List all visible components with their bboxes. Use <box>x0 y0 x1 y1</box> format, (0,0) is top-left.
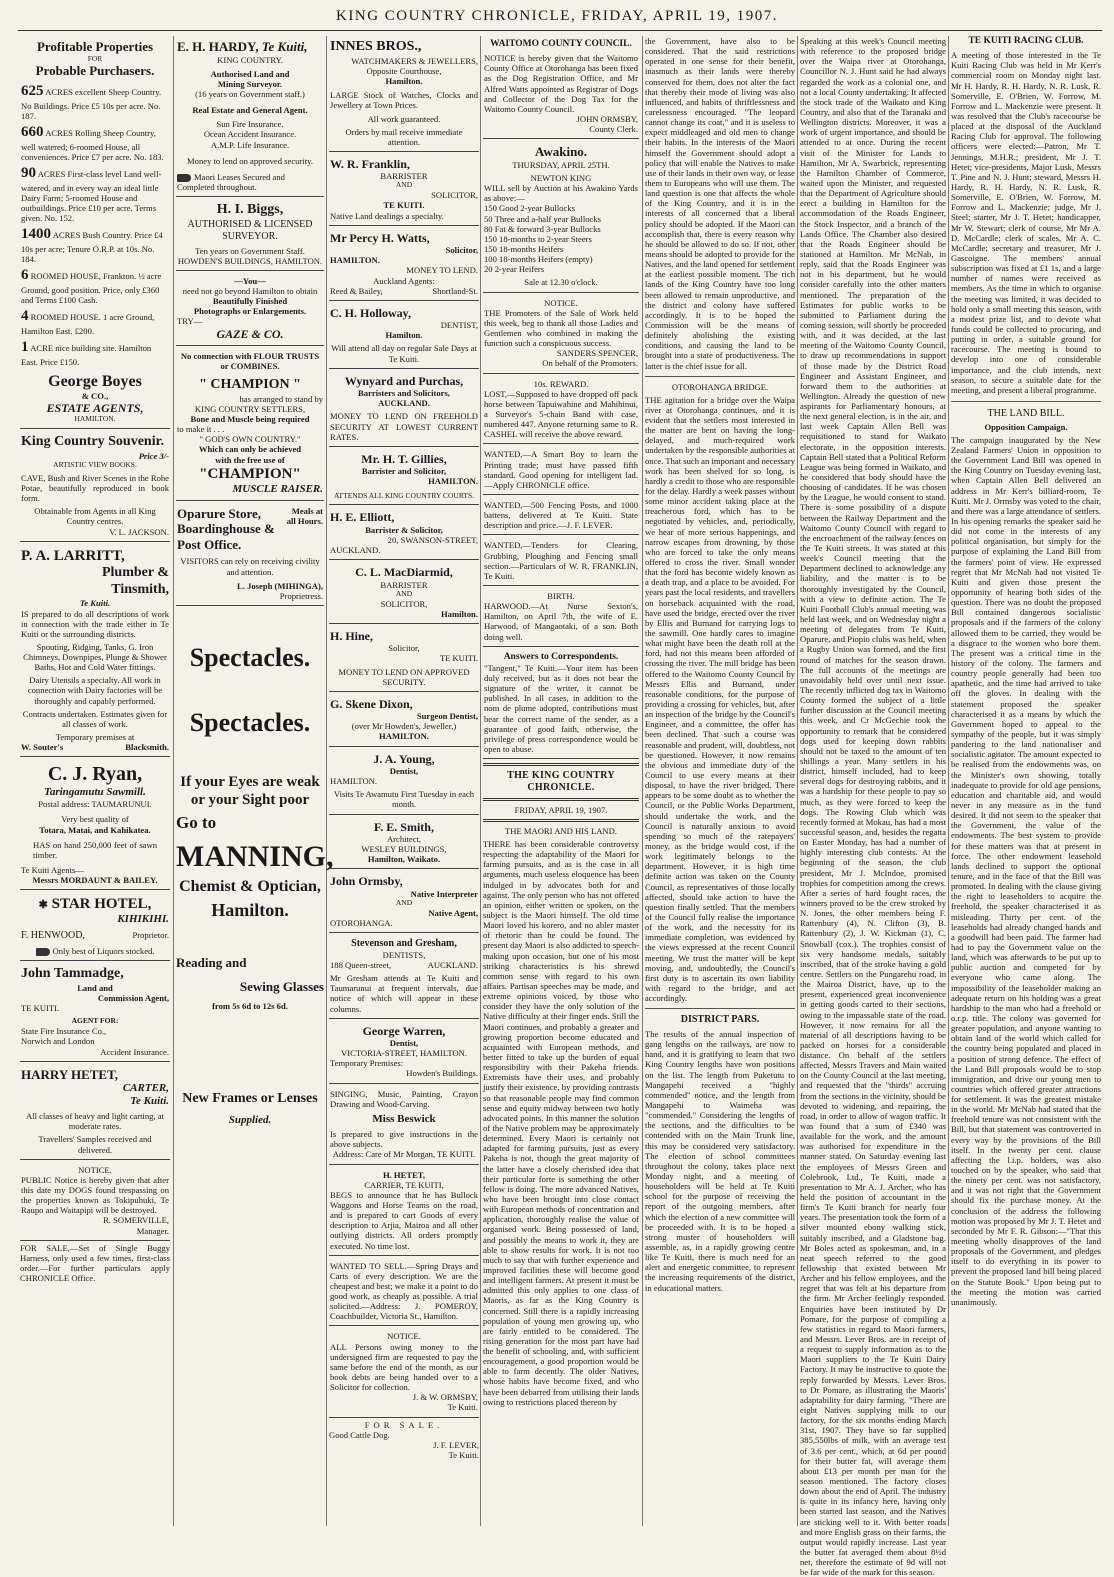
awakino-sale-time: Sale at 12.30 o'clock. <box>524 277 598 288</box>
agent-name: George Boyes <box>48 372 142 390</box>
ryan-quality: Very best quality of <box>61 814 129 825</box>
star-hotel-ad <box>20 892 170 961</box>
smith-town: Hamilton, Waikato. <box>367 854 441 865</box>
larritt-spouting: Spouting, Ridging, Tanks, G. Iron Chimneys, Downpipes, Plunge & Shower Baths, Hot and Cold Water fittings. <box>23 641 167 673</box>
oparure-visitors: VISITORS can rely on receiving civility and attention. <box>180 556 320 577</box>
elliott-town: AUCKLAND. <box>330 545 381 556</box>
ormsby-native: Native Interpreter <box>410 888 478 899</box>
article-title: DISTRICT PARS. <box>680 1014 760 1026</box>
awakino-body: WILL sell by Auction at his Awakino Yards as above:— <box>484 183 638 204</box>
ryan-mordaunt: Messrs MORDAUNT & BAILEY. <box>32 875 158 886</box>
manning-go: Go to <box>176 813 217 833</box>
article-subtitle: Opposition Campaign. <box>984 421 1068 432</box>
dixon-ad <box>329 694 479 747</box>
column-7 <box>951 36 1101 1526</box>
champion-which: Which can only be achieved <box>198 444 302 455</box>
ormsby-agent: Native Agent, <box>428 907 478 918</box>
ad-title: Probable Purchasers. <box>35 63 155 79</box>
agent-co: & CO., <box>81 391 109 401</box>
auction-item: 20 2-year Heifers <box>484 264 545 275</box>
masthead-rule <box>18 30 1102 31</box>
masthead: KING COUNTRY CHRONICLE, FRIDAY, APRIL 19, 1907. <box>336 8 778 24</box>
auction-item: 100 18-months Heifers (empty) <box>484 254 593 265</box>
holloway-dent: DENTIST, <box>440 320 478 331</box>
gaze-name: GAZE & CO. <box>216 326 284 341</box>
franklin-barr: BARRISTER <box>380 171 428 182</box>
elliott-name: H. E. Elliott, <box>330 510 395 525</box>
frames-supplied: Supplied. <box>228 1113 272 1126</box>
awakino-title: Awakino. <box>534 144 588 160</box>
champion-make: to make it . . . <box>177 424 225 435</box>
larritt-trade: Plumber & <box>101 564 169 580</box>
franklin-town: TE KUITI. <box>383 200 425 211</box>
property-listing: 625 ACRES excellent Sheep Country. No Buildings. Price £5 10s per acre. No. 187. <box>21 83 162 121</box>
young-visits: Visits Te Awamutu First Tuesday in each month. <box>333 789 475 810</box>
reading-sew: Sewing Glasses <box>239 979 324 994</box>
column-4 <box>483 36 639 1526</box>
macd-town: Hamilton. <box>440 608 478 619</box>
spectacles-heading: Spectacles. <box>189 707 311 737</box>
champion-connect: No connection with FLOUR TRUSTS or COMBINES. <box>180 350 320 371</box>
hetet2-body: BEGS to announce that he has Bullock Waggons and Horse Teams on the road, and is prepared to cart Goods of every description to Arjia, Mairoa and all other outlying districts. All orders promptly executed. No time lost. <box>330 1189 478 1251</box>
innes-town: Hamilton. <box>385 76 423 87</box>
innes-opp: Opposite Courthouse, <box>366 65 442 76</box>
warren-dent: Dentist, <box>389 1038 419 1049</box>
ormsby-notice <box>329 1328 479 1417</box>
hetet-ad <box>20 1064 170 1160</box>
gillies-ad <box>329 449 479 506</box>
oparure-prop: Proprietress. <box>279 590 323 601</box>
waitomo-title: WAITOMO COUNTY COUNCIL. <box>490 39 632 49</box>
holloway-ad <box>329 303 479 369</box>
hine-ad <box>329 626 479 692</box>
pointing-hand-icon <box>177 174 191 182</box>
waitomo-notice <box>483 36 639 139</box>
oparure-sign: L. Joseph (MIHINGA), <box>237 580 323 591</box>
notice-body: THE Promoters of the Sale of Work held this week, beg to thank all those Ladies and Gentlemen who combined in making the function such a conspicuous success. <box>484 307 638 349</box>
promoters-notice <box>483 295 639 374</box>
awakino-king: NEWTON KING <box>530 173 592 184</box>
watts-money: MONEY TO LEND. <box>406 265 478 276</box>
pointing-hand-icon <box>36 948 50 956</box>
profitable-properties-ad <box>20 36 170 429</box>
hetet2-carrier: CARRIER, TE KUITI, <box>364 1179 444 1190</box>
watts-name: Mr Percy H. Watts, <box>330 230 430 245</box>
champion-bone: Bone and Muscle being required <box>190 414 310 425</box>
champion-title: " CHAMPION " <box>199 376 301 392</box>
gillies-town: HAMILTON. <box>428 476 478 487</box>
singing-body: SINGING, Music, Painting, Crayon Drawing and Wood-Carving. <box>330 1088 478 1109</box>
auction-item: 50 Three and a-half year Bullocks <box>484 213 602 224</box>
watts-sol: Solicitor, <box>445 245 478 256</box>
hardy-ad <box>176 36 324 197</box>
article-body: A meeting of those interested in the Te Kuiti Racing Club was held in Mr Kerr's commercial room on Monday night last. Mr H. Hardy, R. H. Hardy, N. R. Lusk, R. Somerville, E. O'Brien, W. Forrow, M. Forrow and L. Mackenzie were present. It was resolved that the Club's racecourse be placed at the disposal of the Auckland Racing Club for approval. The following officers were elected:—Patron, Mr T. Jennings, M.H.R.; president, Mr J. T. Hetet; vice-presidents, Major Lusk, Messrs T. Pine and N. J. Hunt; steward, Messrs H. Hardy, R. H. Hardy, N. R. Lusk, R. Somerville, E. O'Brien, W. Forrow, M. Forrow and L. Mackenzie; judge, Mr J. Steel; starter, Mr J. T. Hetet; handicapper, Mr W. Stewart; clerk of course, Mr Mr A. D. McCardle; clerk of scales, Mr A. C. McCardle; secretary and treasurer, Mr J. Gascoigne. The members' annual subscription was fixed at £1 1s, and a large number of names were received as members. As the time in which to organise the meeting was limited, it was decided to hold only a small meeting this season, with a modest prize list, and to devote what funds could be collected to procuring, and putting in order, a suitable ground for racecourse. The meeting is bound to develop into one of considerable importance, and the club intends, next season, to secure a suitable date for the meeting, and present a liberal programme. <box>951 50 1101 395</box>
article-title: TE KUITI RACING CLUB. <box>968 36 1084 46</box>
ryan-name: C. J. Ryan, <box>47 763 143 786</box>
watts-agents: Auckland Agents: <box>373 275 435 286</box>
franklin-name: W. R. Franklin, <box>330 156 410 171</box>
notice-sign: SANDERS SPENCER, <box>556 348 638 359</box>
cattle-dog-sale: FOR SALE. Good Cattle Dog. J. F. LEVER, Te Kuiti. <box>329 1419 479 1461</box>
elliott-ad <box>329 507 479 560</box>
tammadge-comm: Commission Agent, <box>97 993 169 1004</box>
column-divider <box>326 36 327 1526</box>
elliott-bar: Barrister & Solicitor, <box>365 524 443 535</box>
notice-behalf: On behalf of the Promoters. <box>542 358 638 369</box>
young-ad <box>329 749 479 815</box>
hardy-amp: A.M.P. Life Insurance. <box>210 139 290 150</box>
ormsby-town: OTOROHANGA. <box>330 917 393 928</box>
column-5 <box>645 36 795 1526</box>
wynyard-money: MONEY TO LEND ON FREEHOLD SECURITY AT LOWEST CURRENT RATES. <box>330 411 478 442</box>
ryan-timber: Totara, Matai, and Kahikatea. <box>39 824 151 835</box>
auction-item: 150 18-months to 2-year Steers <box>484 233 592 244</box>
warren-name: George Warren, <box>362 1023 446 1038</box>
hardy-region: KING COUNTRY. <box>217 54 283 65</box>
tammadge-agent-for: AGENT FOR: <box>71 1016 119 1026</box>
notice-manager: Manager. <box>136 1225 169 1236</box>
biggs-years: Ten years on Government Staff. <box>195 245 305 256</box>
smith-bldg: WESLEY BUILDINGS, <box>361 844 447 855</box>
star-liquor: Only best of Liquors stocked. <box>21 946 169 956</box>
hardy-mining: Mining Surveyor. <box>217 78 283 89</box>
birth-body: HARWOOD.—At Nurse Sexton's, Hamilton, on April 7th, the wife of E. Harwood, of Mangaotaki, of a son. Both doing well. <box>484 601 638 642</box>
hine-name: H. Hine, <box>330 628 374 643</box>
manning-if: If your Eyes are weak or your Sight poor <box>180 774 320 809</box>
article-body: THERE has been considerable controversy respecting the adaptability of the Maori for farming pursuits, and as is the case in all arguments, much useless eloquence has been indulged in by advocates both for and against. The only person who has not offered an opinion, either written or spoken, on the subject is the Maori himself. The old time Maori loved his korero, and no abler master of rhetoric than he could be found. The present day Maori is also addicted to speech-making upon occasion, but one of his most striking characteristics is his shrewd common sense with regard to his own affairs. Partisan speeches may be made, and extreme opinions voiced, by those who consider they have the only solution of the Native difficulty at their finger ends. Still the Maori continues, and probably a greater and growing proportion become educated and acquainted with European methods, and better fitted to take up the burden of equal responsibility with their Pakeha friends. Extremists have their uses, and probably justify their existence, by providing contrasts so that reasonable people may find common sense and equity midway between two hotly advocated points. In this manner the solution of the Native problem may be approximately determined. Every Maori is certainly not adapted for farming pursuits, just as every Pakeha is not, though the great majority of the latter have a closely cherished idea that their particular forte is something the other fellow is doing. The more advanced Natives, who have been brought into close contact with European methods of concentration and application, thoroughly realise the value of organised work. Being possessed of land, and possibly the means to work it, they are able to show results for work. It is not too much to say that with further experience and improved facilities these will become good and intelligent farmers. At present it must be admitted this only applies to one class of Maoris, as far as the King Country is concerned. Still there is a rapidly increasing population of young men growing up, who are fairly entitled to be considered. The rising generation for the most part have had the benefit of schooling, and, with sufficient encouragement, a good proportion would be able to farm decently. The older Natives, whose habits have become fixed, and who have been debarred from utilising their lands owing to restrictions placed thereon by <box>483 839 639 1407</box>
hetet-town: Te Kuiti. <box>130 1095 169 1108</box>
gaze-need: need not go beyond Hamilton to obtain <box>182 285 318 296</box>
manning-ad <box>176 608 334 1126</box>
ryan-mill: Taringamutu Sawmill. <box>44 786 146 799</box>
souvenir-price: Price 3/- <box>138 450 169 461</box>
hardy-name: E. H. HARDY, Te Kuiti, <box>177 39 308 54</box>
article-body: THE agitation for a bridge over the Waipa river at Otorohanga continues, and it is evident that the settlers most interested in the matter are bent on having the long-delayed, and much-required work undertaken by the responsible authorities at once. That such an important and necessary work has been shelved for so long, is hardly a credit to those who are responsible for the delay. Hardly a week passes without some minor accident taking place at the treacherous ford, which has to be negotiated by vehicles, and, periodically, we hear of more serious happenings, and narrow escapes from drowning, by those who are forced to take the only means offered to cross the river. Small wonder that the ford has become widely known as a death trap, and a place to be avoided. For years past the local residents, and travellers on horseback acquainted with the road, have used the bridge, erected over the river by Ellis and Burnand for carrying logs to the sawmill. One hardly cares to imagine what might have been the death roll at the ford, had not this means been afforded of crossing the river. The mill bridge has been offered to the Waitomo County Council by Messrs Ellis and Burnand, under reasonable conditions, for the purpose of providing a crossing for vehicles, but, after an inspection of the bridge by the Council's Engineer, and a committee, the offer has been declined. That such a course was reasonable and prudent, will, doubtless, not be questioned. However, it now remains the obvious and immediate duty of the Council to use every means at their disposal, to have the river bridged. There appears to be some doubt as to whether the Council, or the Public Works Department, should undertake the work, and the Council is naturally anxious to avoid spending so much of the ratepayers' money, as the bridge would cost, if the work legitimately belongs to the department. However, it is high time definite action was taken on the County Council, as representatives of those locally affected, should take action to have the question finally settled. That the members of the Council fully realise the importance of the work, and the necessity for its immediate completion, was evidenced by the views expressed at the recent Council meeting. We trust the matter will be kept moving, and, undoubtedly, the Council's first duty is to ascertain its own liability with regard to the bridge, and act accordingly. <box>645 394 795 1004</box>
oparure-header: Oparure Store, Boardinghouse & Post Office. Meals at all Hours. <box>177 505 323 552</box>
holloway-attend: Will attend all day on regular Sale Days at Te Kuiti. <box>331 343 477 364</box>
column-divider <box>480 36 481 1526</box>
pomeroy-ad: WANTED TO SELL.—Spring Drays and Carts of every description. We are the cheapest and best; we make it a point to do good work, as cheaply as possible. A trial solicited.—Address: J. POMEROY, Coachbuilder, Victoria St., Hamilton. <box>329 1258 479 1327</box>
innes-trade: WATCHMAKERS & JEWELLERS, <box>351 55 478 66</box>
larritt-dairy: Dairy Utensils a specialty. All work in connection with Dairy factories will be thoroughly and capably performed. <box>27 675 163 706</box>
watts-ad <box>329 228 479 301</box>
franklin-sol: SOLICITOR, <box>431 190 478 201</box>
awakino-date: THURSDAY, APRIL 25TH. <box>512 159 610 170</box>
tammadge-state: State Fire Insurance Co., <box>21 1026 107 1037</box>
larritt-ad <box>20 544 170 758</box>
ryan-ad <box>20 759 170 890</box>
gresham-dent: DENTISTS, <box>382 949 426 960</box>
elliott-addr: 20, SWANSON-STREET, <box>387 534 478 545</box>
tammadge-name: John Tammadge, <box>21 966 124 982</box>
gresham-name: Stevenson and Gresham, <box>351 938 457 950</box>
gillies-bar: Barrister and Solicitor, <box>361 466 447 477</box>
dixon-over: (over Mr Howden's, Jeweller,) <box>351 721 457 732</box>
hetet2-name: H. HETET, <box>382 1169 426 1180</box>
notice-sign: R. SOMERVILLE, <box>103 1215 169 1226</box>
champion-raiser: MUSCLE RAISER. <box>232 482 323 495</box>
column-3 <box>329 36 479 1526</box>
watts-town: HAMILTON. <box>330 255 380 266</box>
agent-title: ESTATE AGENTS, <box>46 401 144 416</box>
larritt-trade: Tinsmith, <box>111 581 169 597</box>
ormsby-and: AND <box>395 897 413 907</box>
franklin-ad <box>329 154 479 226</box>
ad-text: FOR <box>87 53 103 63</box>
editorial-title: THE KING COUNTRY CHRONICLE. <box>507 770 615 793</box>
larritt-location: W. Souter's Blacksmith. <box>21 742 169 753</box>
answers-section <box>483 649 639 759</box>
hetet-name: HARRY HETET, <box>21 1066 119 1082</box>
souvenir-title: King Country Souvenir. <box>21 434 165 450</box>
hetet-body: All classes of heavy and light carting, at moderate rates. <box>26 1111 164 1132</box>
birth-notice <box>483 588 639 647</box>
gaze-beaut: Beautifully Finished <box>212 296 288 307</box>
ryan-agents: Te Kuiti Agents— <box>21 865 84 875</box>
champion-gods: " GOD'S OWN COUNTRY." <box>199 434 301 445</box>
oparure-ad <box>176 503 324 606</box>
franklin-and: AND <box>395 180 413 190</box>
star-icon: ✱ <box>38 899 48 912</box>
souvenir-ad <box>20 431 170 542</box>
wanted-tenders: WANTED,—Tenders for Clearing, Grubbing, Ploughing and Fencing small section.—Particulars of W. R. FRANKLIN, Te Kuiti. <box>483 537 639 586</box>
young-dent: Dentist, <box>389 766 419 776</box>
reward-title: 10s. REWARD. <box>533 378 589 389</box>
article-continued: the Government, have also to be considered. That the said restrictions operated in one sense for their benefit, inasmuch as their lands were thereby conserved for them, does not alter the fact that thereby their mode of living was also influenced, and habits of thriftlessness and carelessness encouraged. "The leopard cannot change its coat," and it is useless to expect middleaged and old men to change their habits. In the interests of the Maori himself the Government should adopt a policy that will enable the Natives to make use of their lands in their own way, or lease them to Europeans who will use them. The land question is one that affects the whole of the King Country, and it is in the interests of all concerned that a liberal policy should be adopted. If the Maori can accomplish that, there is every reason why he should be allowed to do so. If not, other means should be adopted to provide for the Natives, and the land opened for settlement at the earliest possible moment. The rich lands of the King Country have too long been allowed to remain unproductive, and the district and colony have suffered accordingly. It is to be hoped the Commission will be the means of definitely abolishing the existing conditions, and causing the land to be brought into a state of productiveness. The latter is the chief issue for all. <box>645 36 795 371</box>
column-divider <box>173 36 174 1526</box>
biggs-bldg: HOWDEN'S BUILDINGS, HAMILTON. <box>177 255 323 266</box>
hardy-auth: Authorised Land and <box>210 68 290 79</box>
column-divider <box>948 36 949 1526</box>
district-pars-body: Speaking at this week's Council meeting with reference to the proposed bridge over the Waipa river at Otorohanga, Councillor N. J. Hunt said he had always regarded the work as a colonial one, and not a local County undertaking. It affected the stock trade of the Waikato and King Country, and also that of the Taranaki and Wellington districts. Moreover, it was a work of urgent importance, and should be attended to at once. During the recent visit of the Minister for Lands to Hamilton, Mr A. Swarbrick, representing the Hamilton Chamber of Commerce, waited upon the Minister, and requested that the Department of Agriculture should erect a building in Hamilton for the accommodation of the Roads Engineer, the Stock Inspector, and a branch of the Lands Office. The Chamber also desired that the Roads Engineer should be stationed at Hamilton. Mr McNab, in reply, said that the Roads Engineer was not in his department, but he would consider carefully into the other matters mentioned. The preparation of the Estimates for public works to be submitted to Parliament during the coming session, will shortly be proceeded with, and it was decided, at the last meeting of the Waitomo County Council, to draw up recommendations in support of those made by the District Road Engineer and Assistant Engineer, and forward them to the authorities at Wellington. Already the question of new aspirants for Parliamentary honours, at the next general election, is in the air, and last week Captain Allen Bell was requisitioned to stand for Waikato electorate, in the opposition interests. Captain Bell stated that a Political Reform League was being formed in Waikato, and he considered that body should have the choosing of candidates. If he was chosen by the League, he would consent to stand. There is some possibility of a dispute between the Railway Department and the Waitomo County Council with regard to the encroachment of the railway fences on the Te Kuiti streets. It was stated at this week's Council meeting that the Department declined to acknowledge any liability, and the matter is to be thoroughly investigated by the Council, with a view to definite action. The Te Kuiti Football Club's annual meeting was held last week, and on Wednesday night a meeting of delegates from Te Kuiti, Oparure, and Piopio clubs was held, when a Rugby Union was formed, and the first round of matches for the season drawn. The full accounts of the meetings are unavoidably held over until next issue. The recently inflicted dog tax in Waitomo County formed the subject of a little further discussion at the Council meeting this week, and Cr McGechie took the opportunity to remark that he considered dogs used for keeping down rabbits should not be taxed to the amount of ten shillings a year. Many settlers in his district, himself included, had to keep several dogs for destroying rabbits, and it was a hardship for these people to pay so much, as they were forced to keep the dogs. The Rowing Club which was recently formed at Mokau, has had a most successful season, and, besides the regatta on Easter Monday, has had a number of highly interesting club contests. At the beginning of the season, the club president, Mr J. McIndoe, promised trophies for competition among the crews. After a series of hard fought races, the winners proved to be the crew stroked by N. Jones, the other members being F. Rattenbury (4), N. Clifton (3), B. Rattenbury (2), J. W. Kickman (1), C. Snowball (cox.). The trophies consist of six very handsome medals, suitably inscribed, that of the stroke having a gold centre. Settlers on the Pungarehu road, in the Mairoa District, have, up to the present, experienced great inconvenience in getting goods carted to their sections, owing to the impassable state of the road. However, it now remains for all the material of all descriptions having to be packed on horses for a considerable distance. On behalf of the settlers affected, Messrs Travers and Main waited on the County Council at the last meeting, and requested that the "thirds" accruing from the sections in the vicinity, should be devoted to widening, and repairing, the road, in order to allow of wagon traffic. It was found that a sum of £340 was available for the work, and the amount was authorised for expenditure in the manner stated. On Saturday evening last the employees of Messrs Green and Colebrook, Ltd., Te Kuiti, made a presentation to Mr A. J. Archer, who has held the position of accountant in the firm's Te Kuiti branch for nearly four years. The presentation took the form of a silver mounted ebony walking stick, suitably inscribed, and a Gladstone bag. Mr Boles acted as spokesman, and, in a neat speech referred to the good fellowship that existed between Mr Archer and his fellow employees, and the regret that was felt at his departure from the firm. Mr Archer feelingly responded. Enquiries have been instituted by Dr Pomare, for the purpose of compiling a few statistics in regard to Maori farmers, and Messrs. Lever Bros. are in receipt of a request to supply information as to the Maori suppliers to the Te Kuiti Dairy Factory. It may be instructive to quote the reply forwarded by Messrs. Lever Bros. to Dr Pomare, as illustrating the Maoris' adaptability for dairy farming. "There are eight Natives supplying milk to our factory, for the six months ending March 31st, 1907. They have so far supplied 385,550lbs of milk, with an average test of 3.6 per cent., which, at 6d per pound for their butter fat, will average them about £13 per month per man for the season mentioned. The factory closes down about the end of April. The industry is quite in its infancy here, having only been started last season, and the Natives are sticking well to it. With better roads and more English grass on their farms, the output would rapidly increase. Last year the butter fat averaged them about 8½d net, therefore the estimate of 9d will not be far wide of the mark for this season. <box>800 36 946 1577</box>
property-listing: 1 ACRE nice building site. Hamilton East. Price £150. <box>21 338 152 367</box>
notice-sign: J. & W. ORMSBY, <box>412 1392 478 1403</box>
innes-ad <box>329 36 479 152</box>
waitomo-clerk: County Clerk. <box>589 124 638 135</box>
manning-town: Hamilton. <box>211 899 289 920</box>
innes-body: LARGE Stock of Watches, Clocks and Jewellery at Town Prices. <box>330 90 478 111</box>
frames-title: New Frames or Lenses <box>182 1090 318 1106</box>
awakino-sale <box>483 141 639 292</box>
column-1 <box>20 36 170 1526</box>
hardy-money: Money to lend on approved security. <box>187 155 313 166</box>
larritt-town: Te Kuiti. <box>79 598 111 609</box>
ormsby-name: John Ormsby, <box>330 874 403 889</box>
star-name: ✱ STAR HOTEL, <box>38 896 152 913</box>
hine-sol: Solicitor, <box>388 643 420 654</box>
property-listing: 6 ROOMED HOUSE, Frankton. ½ acre Ground, good position. Price, only £360 and Terms £100 Cash. <box>21 267 162 306</box>
larritt-body: IS prepared to do all descriptions of work in connection with the trade either in Te Kuiti or the surrounding districts. <box>21 608 169 639</box>
hetet2-ad <box>329 1167 479 1256</box>
property-listing: 660 ACRES Rolling Sheep Country, well watered; 6-roomed House, all conveniences. Price £7 per acre. No. 183. <box>21 124 164 162</box>
auction-item: 150 18-months Heifers <box>484 244 564 255</box>
manning-chem: Chemist & Optician, <box>179 877 321 895</box>
ormsby-ad <box>329 871 479 933</box>
warren-howden: Howden's Buildings. <box>406 1068 478 1079</box>
holloway-name: C. H. Holloway, <box>330 305 412 320</box>
waitomo-sign: JOHN ORMSBY, <box>576 114 638 125</box>
auction-item: 150 Good 2-year Bullocks <box>484 203 575 214</box>
article-body: The campaign inaugurated by the New Zealand Farmers' Union in opposition to the Government Land Bill was opened in the King Country on Tuesday evening last, when Captain Allen Bell delivered an address in Mr Kerr's billiard-room, Te Kuiti. Mr J. Ormsby was voted to the chair, and there was a large attendance of settlers. In his opening remarks the speaker said he did not come in the interests of any political organisation, but simply for the purpose of explaining the Land Bill from the farmers' point of view. He expressed regret that Mr McNab had not visited Te Kuiti and given those present the opportunity of hearing both sides of the question. There was no doubt the proposed Bill contained dangerous socialistic proposals and if the farmers of the colony allowed them to be carried, they would be a disgrace to the women who bore them. The present was a critical time in the history of the colony. The farmers and country people generally had been too apathetic, and the time had arrived to take off the gloves. In dealing with the statement proposed the speaker characterised it as a means by which the Government hoped to appeal to the sympathy of the people, but it was simply pandering to the land nationaliser and socialistic agitator. The amount expected to be realised from the endowments was, on the Minister's own showing, totally inadequate to provide for old age pensions, education and charitable aid, and would never in any measure as in the fund desired. It did not seem to the speaker that the Government, the value of the endowments. The best system to provide for these matters was that at present in force. The other endowment leasehold lands declined to support the optional tenure, and in the face of that the Bill was promoted. In dealing with the clause giving the right to leaseholders to acquire the freehold, the speaker characterised it as misleading. Thirty per cent. of the leaseholds had already changed hands and a goodwill had been paid. The farmer had had to pay the Government value on the land, which was afterwards to be put up to public auction and competed for by everyone who came along. The impossibility of the leaseholder making an adequate return on his holding was a great hardship to the man who had a freehold or o.r.p. title. The colony was governed for greater population, and anyone wanting to obtain land of the world which called for the country being populated and placed in a position of strong defence. The effect of the Land Bill proposals would be to stop immigration, and drive our young men to countries which offered greater attractions for settlement. It was the greatest mistake in the world. Mr McNab had stated that the freehold tenure was not consistent with the Bill, but that statement was controverted in every way by the provisions of the Bill itself. In the twenty per cent. clause affecting the l.i.p. holders, was also touched on by the speaker, who said that the ninety per cent. was not satisfactory, and it was not right that the Government should fix the purchase money. At the conclusion of the address the following motion was proposed by Mr J. T. Hetet and seconded by Mr F. R. Gibson:—"That this meeting wholly disapproves of the land proposals of the Government, and pledges itself to do everything in its power to prevent the proposed land bill being placed on the Statute Book." Upon being put to the meeting the motion was carried unanimously. <box>951 434 1101 1307</box>
hetet-samples: Travellers' Samples received and delivered. <box>38 1134 152 1155</box>
young-name: J. A. Young, <box>373 751 435 766</box>
macd-and: AND <box>395 588 413 598</box>
larritt-contracts: Contracts undertaken. Estimates given for all classes of work. <box>22 708 168 729</box>
property-listing: 4 ROOMED HOUSE. 1 acre Ground, Hamilton East. £200. <box>21 308 155 336</box>
hardy-maori: Maori Leases Secured and Completed throughout. <box>177 171 285 192</box>
tammadge-accident: Accident Insurance. <box>100 1046 169 1057</box>
hetet-carter: CARTER, <box>122 1082 169 1095</box>
macdiarmid-ad <box>329 562 479 624</box>
macd-barr: BARRISTER <box>380 579 428 590</box>
franklin-native: Native Land dealings a specialty. <box>330 210 444 221</box>
hardy-years: (16 years on Government staff.) <box>195 89 305 100</box>
innes-orders: Orders by mail receive immediate attention. <box>345 126 463 147</box>
warren-addr: VICTORIA-STREET, HAMILTON. <box>341 1048 467 1059</box>
star-proprietor: F. HENWOOD, Proprietor. <box>21 930 169 942</box>
notice-title: NOTICE. <box>387 1331 421 1342</box>
beswick-addr: Address: Care of Mr Morgan, TE KUITI. <box>332 1149 476 1160</box>
beswick-name: Miss Beswick <box>372 1112 436 1125</box>
champion-free: with the free use of <box>215 454 285 465</box>
champion-title2: "CHAMPION" <box>199 465 301 482</box>
reading-title: Reading and <box>176 955 247 971</box>
ryan-has: HAS on hand 250,000 feet of sawn timber. <box>33 839 157 860</box>
reward-notice <box>483 376 639 445</box>
column-divider <box>642 36 643 1526</box>
gresham-addr: 188 Queen-street, AUCKLAND. <box>330 959 478 970</box>
answers-body: "Tangent," Te Kuiti.—Your item has been duly received, but as it does not bear the signature of the writer, it cannot be published. In all cases, in addition to the nom de plume adopted, contributions must bear the correct name of the sender, as a guarantee of good faith, otherwise, the privilege of press correspondence would be open to abuse. <box>484 662 638 755</box>
innes-name: INNES BROS., <box>330 39 422 54</box>
wynyard-bar: Barristers and Solicitors, <box>358 388 450 399</box>
article-title: THE LAND BILL. <box>987 407 1065 419</box>
article-title: THE MAORI AND HIS LAND. <box>505 825 617 836</box>
answers-title: Answers to Correspondents. <box>503 651 619 662</box>
champion-ad <box>176 348 324 501</box>
larritt-premises: Temporary premises at <box>55 732 135 743</box>
tammadge-norwich: Norwich and London <box>21 1036 95 1047</box>
notice-title: NOTICE. <box>544 297 578 308</box>
watts-reed: Reed & Bailey, Shortland-St. <box>330 285 478 296</box>
hine-town: TE KUITI. <box>439 653 478 664</box>
biggs-ad <box>176 199 324 271</box>
larritt-name: P. A. LARRITT, <box>21 547 125 564</box>
column-2 <box>176 36 334 1526</box>
gillies-name: Mr. H. T. Gillies, <box>361 451 447 466</box>
notice-town: Te Kuiti. <box>447 1402 478 1413</box>
dixon-name: G. Skene Dixon, <box>330 696 413 711</box>
gresham-body: Mr Gresham attends at Te Kuiti and Taumarunui at frequent intervals, due notice of which will appear in these columns. <box>330 973 478 1014</box>
warren-temp: Temporary Premises: <box>330 1058 404 1069</box>
holloway-town: Hamilton. <box>385 330 423 341</box>
auction-item: 80 Fat & forward 3-year Bullocks <box>484 223 601 234</box>
gresham-ad <box>329 935 479 1019</box>
manning-name: MANNING, <box>176 839 334 873</box>
beswick-ad <box>329 1086 479 1165</box>
macd-sol: SOLICITOR, <box>380 598 428 609</box>
gaze-you: —You— <box>234 275 266 286</box>
editorial-date: FRIDAY, APRIL 19, 1907. <box>514 804 608 815</box>
souvenir-sign: V. L. JACKSON. <box>109 526 169 537</box>
hardy-estate: Real Estate and General Agent. <box>192 105 308 116</box>
column-6 <box>800 36 946 1577</box>
ad-title: Profitable Properties <box>36 39 154 54</box>
reward-body: LOST,—Supposed to have dropped off pack horse between Tapuiwahine and Mahihinui, a Surveyor's 5-chain Band with case, numbered 447. Anyone returning same to R. CASHEL will receive the above reward. <box>484 388 638 440</box>
macd-name: C. L. MacDiarmid, <box>355 565 453 580</box>
champion-arranged: has arranged to stand by <box>239 393 323 404</box>
smith-name: F. E. Smith, <box>374 819 434 834</box>
wynyard-name: Wynyard and Purchas, <box>344 373 464 388</box>
warren-ad <box>329 1021 479 1084</box>
beswick-body: Is prepared to give instructions in the above subjects. <box>330 1129 478 1150</box>
dixon-dent: Surgeon Dentist, <box>416 711 478 722</box>
gillies-attends: ATTENDS ALL KING COUNTRY COURTS. <box>333 490 475 500</box>
notice-title: NOTICE. <box>78 1164 112 1175</box>
tammadge-land: Land and <box>77 982 113 993</box>
biggs-auth: AUTHORISED & LICENSED SURVEYOR. <box>187 218 313 242</box>
hardy-sun: Sun Fire Insurance. <box>216 119 284 130</box>
ryan-addr: Postal address: TAUMARUNUI. <box>38 799 152 810</box>
property-listing: 1400 ACRES Bush Country. Price £4 10s per acre; Tenure O.R.P. at 10s. No. 184. <box>21 226 163 265</box>
souvenir-body: CAVE, Bush and River Scenes in the Rohe Potae, beautifully reproduced in book form. <box>21 472 169 504</box>
gaze-ad <box>176 273 324 346</box>
young-town: HAMILTON. <box>330 776 378 787</box>
wynyard-ad <box>329 371 479 447</box>
dixon-town: HAMILTON. <box>379 731 429 742</box>
reading-price: from 5s 6d to 12s 6d. <box>212 1000 288 1011</box>
gaze-photos: Photographs or Enlargements. <box>193 306 307 317</box>
agent-town: HAMILTON. <box>74 414 116 424</box>
hardy-ocean: Ocean Accident Insurance. <box>203 129 297 140</box>
souvenir-sub: ARTISTIC VIEW BOOKS. <box>53 460 137 470</box>
awakino-items <box>484 203 638 274</box>
birth-title: BIRTH. <box>547 590 575 601</box>
spectacles-heading: Spectacles. <box>189 643 311 673</box>
wanted-posts: WANTED,—500 Fencing Posts, and 1000 battens, delivered at Te Kuiti. State description and price.—J. F. LEVER. <box>483 497 639 535</box>
smith-arch: Architect, <box>386 833 422 844</box>
property-listing: 90 ACRES First-class level Land well-watered, and in every way an ideal little Dairy Farm; 5-roomed House and outbuildings. Price £10 per acre. Terms given. No. 152. <box>21 164 162 224</box>
harness-sale: FOR SALE,—Set of Single Buggy Harness, only used a few times, first-class order.—For further particulars apply CHRONICLE Office. <box>20 1242 170 1284</box>
waitomo-body: NOTICE is hereby given that the Waitomo County Office at Otorohanga has been fixed as the Dog Registration Office, and Mr Alfred Watts appointed as Registrar of Dogs and Collector of the Dog Tax for the Waitomo County Council. <box>484 53 638 114</box>
souvenir-obtain: Obtainable from Agents in all King Country centres. <box>34 506 156 527</box>
column-divider <box>797 36 798 1526</box>
innes-guar: All work guaranteed. <box>367 113 441 124</box>
champion-settlers: KING COUNTRY SETTLERS, <box>194 403 306 414</box>
biggs-name: H. I. Biggs, <box>216 202 284 218</box>
smith-ad <box>329 817 479 870</box>
article-title: OTOROHANGA BRIDGE. <box>671 381 769 392</box>
tammadge-town: TE KUITI. <box>21 1003 60 1014</box>
wanted-boy: WANTED,—A Smart Boy to learn the Printing trade; must have passed fifth standard. Good opening for intelligent lad.—Apply CHRONICLE office. <box>483 446 639 495</box>
hine-money: MONEY TO LEND ON APPROVED SECURITY. <box>338 666 470 687</box>
notice-body: ALL Persons owing money to the undersigned firm are requested to pay the same before the end of the month, as our book debts are being handed over to a Solicitor for collection. <box>330 1341 478 1393</box>
dogs-notice <box>20 1162 170 1241</box>
tammadge-ad <box>20 963 170 1061</box>
notice-body: PUBLIC Notice is hereby given that after this date my DOGS found trespassing on the properties known as Tokipuhuki, Te Raupo and Waitapipi will be destroyed. <box>21 1174 169 1216</box>
wynyard-town: AUCKLAND. <box>378 398 430 409</box>
gaze-try: TRY— <box>177 316 203 327</box>
star-town: KIHIKIHI. <box>117 913 169 926</box>
article-body: The results of the annual inspection of gang lengths on the railways, are now to hand, and it is gratifying to learn that two King Country lengths have won positions on the list. The length from Puketutu to Mangapehi received a "highly commended" notice, and the length from Mangapehi to Waimeha was "commended." Considering the lengths of the sections, and the difficulties to be contended with on the Main Trunk line, this may be considered very satisfactory. The election of school committees throughout the colony, takes place next Monday night, and a meeting of householders will be held at Te Kuiti school for the purpose of receiving the report of the outgoing members, after which the election of a new committee will be proceeded with. It is to be hoped a strong muster of householders will assemble, as, in a rapidly growing centre like Te Kuiti, there is much need for an alert and energetic committee, to represent the increasing requirements of the district, in educational matters. <box>645 1029 795 1293</box>
